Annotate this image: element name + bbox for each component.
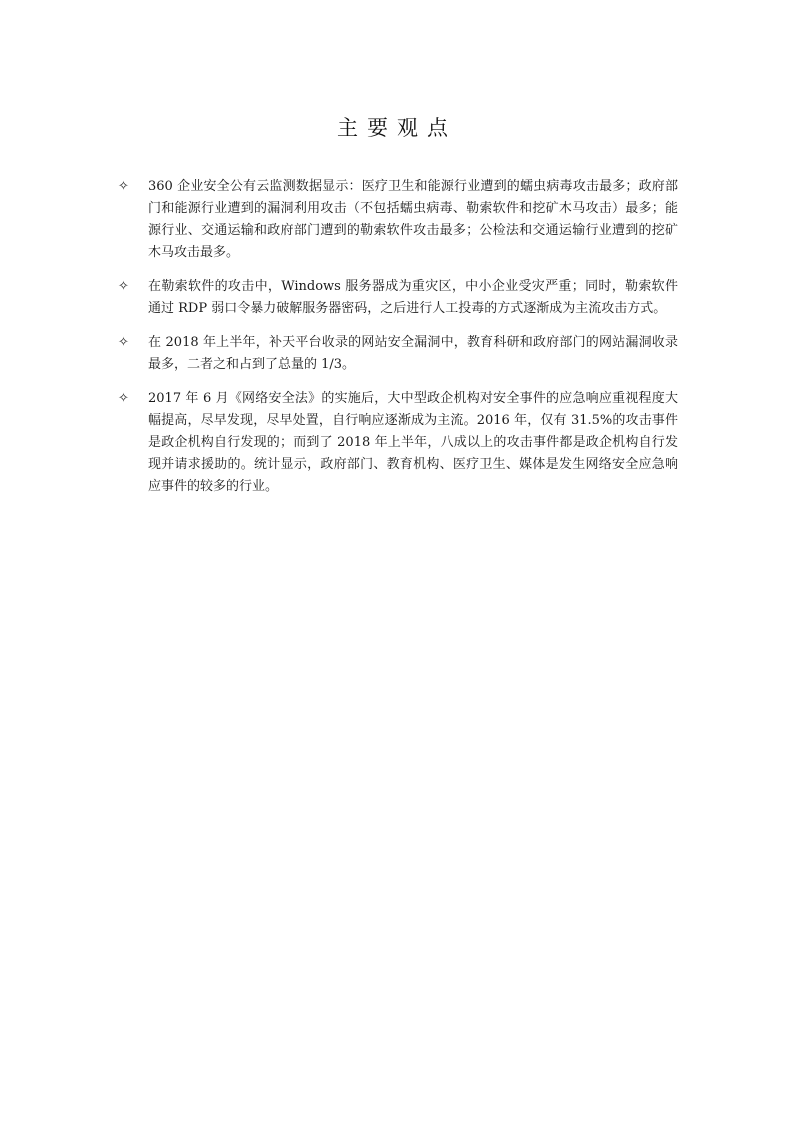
- key-point-item: [118, 388, 678, 498]
- key-point-text: 在 2018 年上半年，补天平台收录的网站安全漏洞中，教育科研和政府部门的网站漏洞收录最多，二者之和占到了总量的 1/3。: [148, 335, 678, 372]
- key-points-list: [118, 176, 678, 510]
- key-point-text: 在勒索软件的攻击中，Windows 服务器成为重灾区，中小企业受灾严重；同时，勒索软件通过 RDP 弱口令暴力破解服务器密码，之后进行人工投毒的方式逐渐成为主流攻击方式。: [148, 279, 678, 316]
- key-point-text: 2017 年 6 月《网络安全法》的实施后，大中型政企机构对安全事件的应急响应重视程度大幅提高，尽早发现，尽早处置，自行响应逐渐成为主流。2016 年，仅有 31.5%的攻击事件是政企机构自行发现的；而到了 2018 年上半年，八成以上的攻击事件都是政企机构自行发现并请求援助的。统计显示，政府部门、教育机构、医疗卫生、媒体是发生网络安全应急响应事件的较多的行业。: [148, 391, 678, 494]
- key-point-item: [118, 276, 678, 320]
- diamond-star-bullet-icon: ✧: [118, 335, 129, 350]
- diamond-star-bullet-icon: ✧: [118, 179, 129, 194]
- key-point-text: 360 企业安全公有云监测数据显示：医疗卫生和能源行业遭到的蠕虫病毒攻击最多；政府部门和能源行业遭到的漏洞利用攻击（不包括蠕虫病毒、勒索软件和挖矿木马攻击）最多；能源行业、交通运输和政府部门遭到的勒索软件攻击最多；公检法和交通运输行业遭到的挖矿木马攻击最多。: [148, 179, 678, 260]
- key-point-item: [118, 176, 678, 264]
- diamond-star-bullet-icon: ✧: [118, 391, 129, 406]
- key-point-item: [118, 332, 678, 376]
- page-title: 主要观点: [337, 116, 457, 140]
- diamond-star-bullet-icon: ✧: [118, 279, 129, 294]
